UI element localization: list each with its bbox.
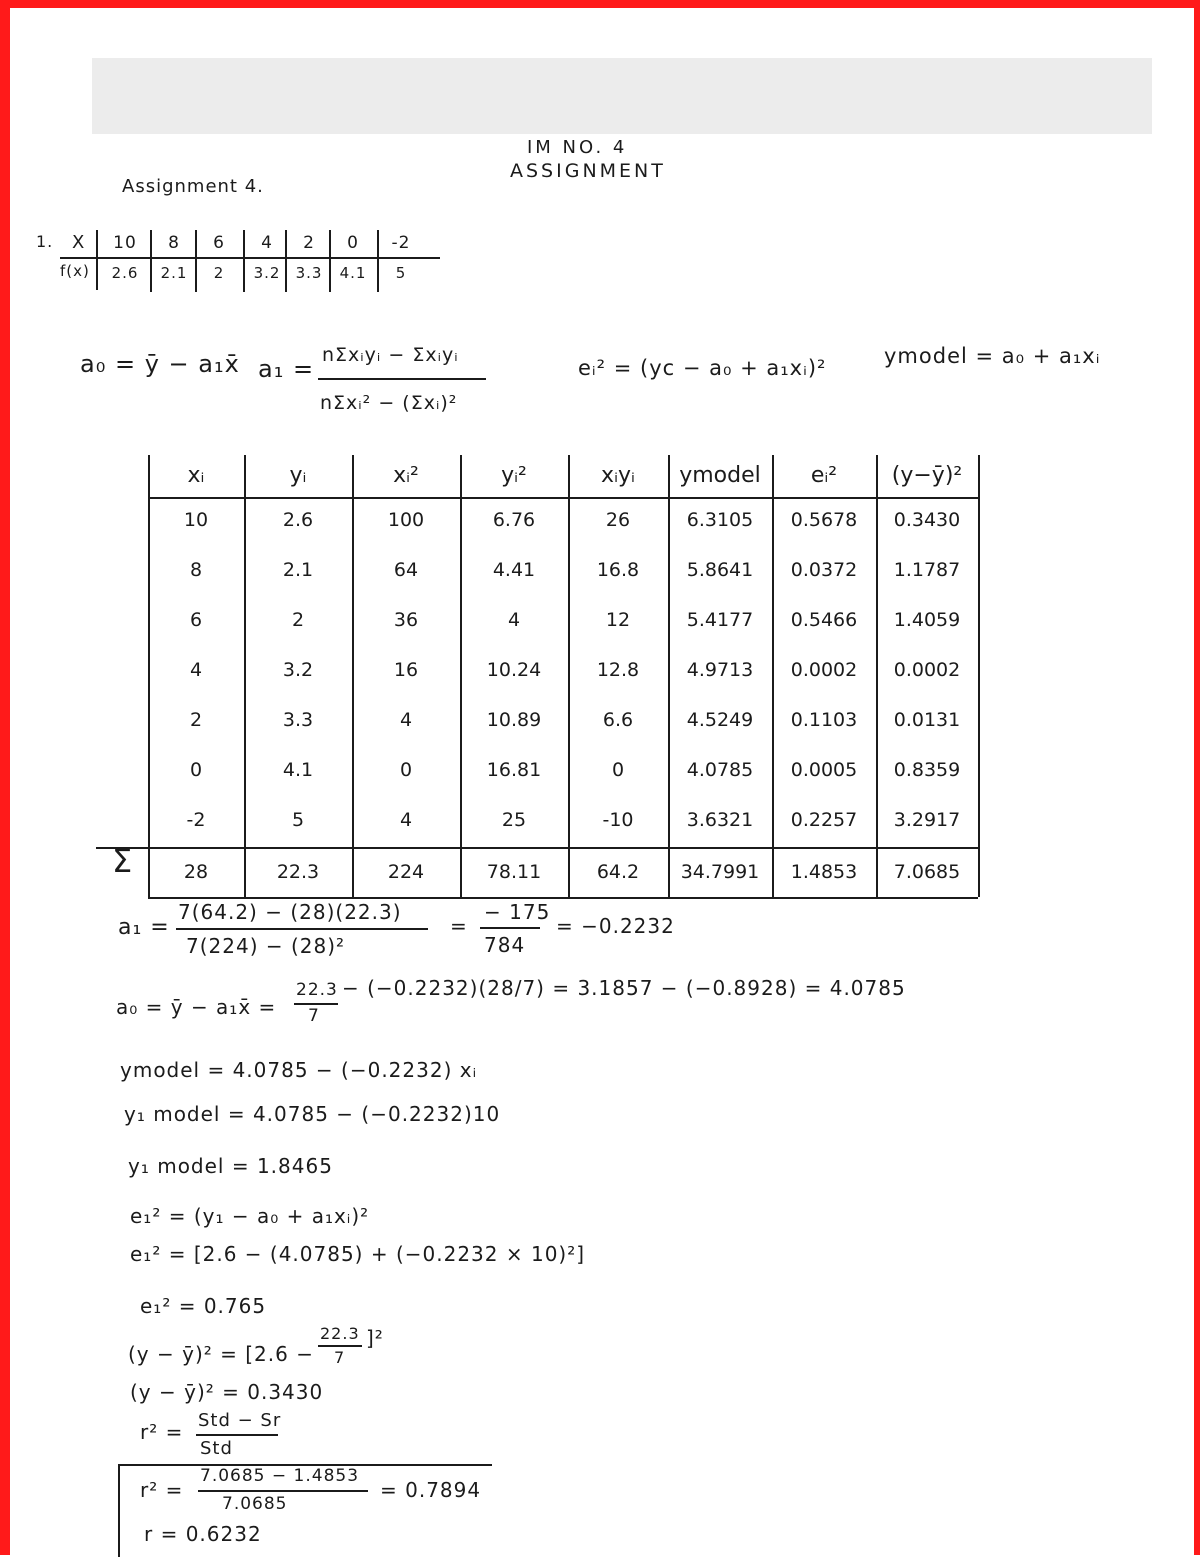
calc-dev-frac-den: 7 <box>334 1348 346 1367</box>
calc-r2-formula-den: Std <box>200 1438 233 1459</box>
table-cell: 0 <box>189 759 203 781</box>
error-formula: eᵢ² = (yc − a₀ + a₁xᵢ)² <box>578 356 827 380</box>
calc-r2-den: 7.0685 <box>222 1494 288 1514</box>
table-divider <box>329 230 331 292</box>
table-cell: 1.1787 <box>893 559 961 581</box>
calc-dev-value: (y − ȳ)² = 0.3430 <box>130 1380 324 1404</box>
table-cell: 3.6321 <box>686 809 754 831</box>
table-cell: 8 <box>189 559 203 581</box>
table-header-cell: yᵢ <box>289 463 307 488</box>
table-header-line <box>148 497 978 499</box>
problem-number: 1. <box>36 232 54 251</box>
table-cell: 100 <box>387 509 425 531</box>
table-sum-cell: 64.2 <box>596 861 640 883</box>
table-cell: 16.81 <box>486 759 542 781</box>
calc-a1-numerator: 7(64.2) − (28)(22.3) <box>178 900 402 924</box>
table-cell: 4 <box>507 609 521 631</box>
calc-e1-value: e₁² = 0.765 <box>140 1294 267 1318</box>
table-column-line <box>978 455 980 897</box>
x-value: 2 <box>303 233 315 253</box>
assignment-label: Assignment 4. <box>122 176 264 197</box>
a0-formula: a₀ = ȳ − a₁x̄ <box>80 350 240 378</box>
fx-value: 3.2 <box>253 264 281 282</box>
calc-a1-result: = −0.2232 <box>556 914 675 938</box>
table-divider <box>195 230 197 292</box>
table-divider <box>377 230 379 292</box>
table-cell: 5 <box>291 809 305 831</box>
x-value: 6 <box>213 233 225 253</box>
table-header-cell: eᵢ² <box>810 463 838 488</box>
table-cell: -2 <box>186 809 206 831</box>
calc-r2-formula-bar <box>196 1434 278 1436</box>
table-bottom-line <box>148 897 978 899</box>
calc-r-value: r = 0.6232 <box>144 1522 262 1546</box>
table-cell: 6.76 <box>492 509 536 531</box>
x-value: -2 <box>391 233 411 253</box>
table-cell: 2 <box>291 609 305 631</box>
table-header-cell: yᵢ² <box>501 463 527 488</box>
fx-value: 2.6 <box>111 264 139 282</box>
table-cell: 4 <box>399 809 413 831</box>
table-cell: 4.0785 <box>686 759 754 781</box>
calc-y1model-line: y₁ model = 4.0785 − (−0.2232)10 <box>124 1102 501 1126</box>
fx-label: f(x) <box>60 262 90 280</box>
x-value: 10 <box>113 233 137 253</box>
calc-r2-lhs: r² = <box>140 1478 184 1502</box>
calc-a1-bar <box>176 928 428 930</box>
fx-value: 5 <box>395 264 407 282</box>
x-value: 0 <box>347 233 359 253</box>
table-header-cell: xᵢyᵢ <box>601 463 635 488</box>
table-sum-cell: 1.4853 <box>790 861 858 883</box>
table-divider <box>243 230 245 292</box>
calc-a0-frac-den: 7 <box>308 1006 320 1026</box>
calc-dev-rhs: ]² <box>366 1326 384 1350</box>
x-label: X <box>72 232 86 253</box>
table-cell: 4.1 <box>282 759 314 781</box>
calc-a1-eq: = <box>450 914 468 938</box>
calc-a0-lhs: a₀ = ȳ − a₁x̄ = <box>116 995 277 1019</box>
table-divider <box>285 230 287 292</box>
table-cell: 10.89 <box>486 709 542 731</box>
table-header-cell: (y−ȳ)² <box>891 463 963 488</box>
table-cell: 0.2257 <box>790 809 858 831</box>
calc-a1-frac-den: 784 <box>484 933 526 957</box>
table-cell: 4.9713 <box>686 659 754 681</box>
table-cell: 2.6 <box>282 509 314 531</box>
calc-a1-frac-bar <box>480 927 540 929</box>
calc-a0-frac-bar <box>294 1003 338 1005</box>
table-cell: 0.3430 <box>893 509 961 531</box>
calc-r2-result: = 0.7894 <box>380 1478 482 1502</box>
fx-value: 2 <box>213 264 225 282</box>
table-cell: 16 <box>393 659 419 681</box>
calc-r2-num: 7.0685 − 1.4853 <box>200 1466 360 1486</box>
fx-value: 2.1 <box>160 264 188 282</box>
fx-value: 3.3 <box>295 264 323 282</box>
table-cell: 4.5249 <box>686 709 754 731</box>
table-divider <box>150 230 152 292</box>
calc-dev-frac-bar <box>318 1345 362 1347</box>
table-cell: 12.8 <box>596 659 640 681</box>
table-cell: 0.8359 <box>893 759 961 781</box>
table-header-cell: xᵢ <box>187 463 205 488</box>
calc-e1-sub: e₁² = [2.6 − (4.0785) + (−0.2232 × 10)²] <box>130 1242 586 1266</box>
calc-e1-formula: e₁² = (y₁ − a₀ + a₁xᵢ)² <box>130 1204 370 1228</box>
table-sum-cell: 34.7991 <box>680 861 760 883</box>
calc-r2-formula-num: Std − Sr <box>198 1410 282 1431</box>
fx-value: 4.1 <box>339 264 367 282</box>
title-line-2: ASSIGNMENT <box>510 160 666 182</box>
table-cell: 3.2917 <box>893 809 961 831</box>
table-cell: 1.4059 <box>893 609 961 631</box>
sum-symbol: Σ <box>112 842 134 880</box>
table-cell: 16.8 <box>596 559 640 581</box>
table-cell: 5.4177 <box>686 609 754 631</box>
a1-fraction-bar <box>318 378 486 380</box>
table-cell: 6.6 <box>602 709 634 731</box>
title-line-1: IM NO. 4 <box>527 137 628 158</box>
calc-y1model-value: y₁ model = 1.8465 <box>128 1154 333 1178</box>
table-cell: 10.24 <box>486 659 542 681</box>
calc-a0-rest: − (−0.2232)(28/7) = 3.1857 − (−0.8928) = 4.0785 <box>342 976 906 1000</box>
table-cell: 0.0002 <box>893 659 961 681</box>
calc-dev-frac-num: 22.3 <box>320 1324 360 1343</box>
table-cell: 0 <box>399 759 413 781</box>
table-cell: 5.8641 <box>686 559 754 581</box>
table-cell: 4 <box>189 659 203 681</box>
a1-formula-denominator: nΣxᵢ² − (Σxᵢ)² <box>320 392 458 414</box>
table-cell: 0 <box>611 759 625 781</box>
table-cell: 3.2 <box>282 659 314 681</box>
ymodel-formula: ymodel = a₀ + a₁xᵢ <box>884 344 1101 368</box>
table-cell: 64 <box>393 559 419 581</box>
table-sum-line <box>96 847 978 849</box>
table-cell: 2.1 <box>282 559 314 581</box>
table-cell: 36 <box>393 609 419 631</box>
table-cell: 6 <box>189 609 203 631</box>
redacted-region <box>92 58 1152 134</box>
table-cell: 10 <box>183 509 209 531</box>
a1-formula-label: a₁ = <box>258 355 315 383</box>
table-header-cell: ymodel <box>679 463 761 488</box>
x-value: 8 <box>168 233 180 253</box>
table-sum-cell: 28 <box>183 861 209 883</box>
table-cell: -10 <box>602 809 634 831</box>
table-cell: 0.0372 <box>790 559 858 581</box>
calc-r2-bar <box>198 1490 368 1492</box>
table-cell: 4.41 <box>492 559 536 581</box>
x-value: 4 <box>261 233 273 253</box>
table-cell: 0.0002 <box>790 659 858 681</box>
table-cell: 2 <box>189 709 203 731</box>
a1-formula-numerator: nΣxᵢyᵢ − Σxᵢyᵢ <box>322 344 459 366</box>
table-cell: 3.3 <box>282 709 314 731</box>
table-cell: 12 <box>605 609 631 631</box>
table-header-cell: xᵢ² <box>393 463 419 488</box>
table-cell: 0.1103 <box>790 709 858 731</box>
table-sum-cell: 22.3 <box>276 861 320 883</box>
calc-a1-label: a₁ = <box>118 915 170 940</box>
calc-a1-denominator: 7(224) − (28)² <box>186 934 346 958</box>
table-cell: 0.0131 <box>893 709 961 731</box>
table-cell: 25 <box>501 809 527 831</box>
table-cell: 4 <box>399 709 413 731</box>
calc-ymodel-line: ymodel = 4.0785 − (−0.2232) xᵢ <box>120 1058 478 1082</box>
calc-a0-frac-num: 22.3 <box>296 980 338 1000</box>
table-cell: 0.5466 <box>790 609 858 631</box>
table-sum-cell: 78.11 <box>486 861 542 883</box>
table-sum-cell: 7.0685 <box>893 861 961 883</box>
calc-dev-lhs: (y − ȳ)² = [2.6 − <box>128 1342 314 1366</box>
calc-r2-formula-lhs: r² = <box>140 1420 184 1444</box>
calc-a1-frac-num: − 175 <box>484 900 551 924</box>
data-table <box>60 230 440 296</box>
table-cell: 6.3105 <box>686 509 754 531</box>
table-sum-cell: 224 <box>387 861 425 883</box>
table-cell: 0.0005 <box>790 759 858 781</box>
table-cell: 26 <box>605 509 631 531</box>
table-cell: 0.5678 <box>790 509 858 531</box>
